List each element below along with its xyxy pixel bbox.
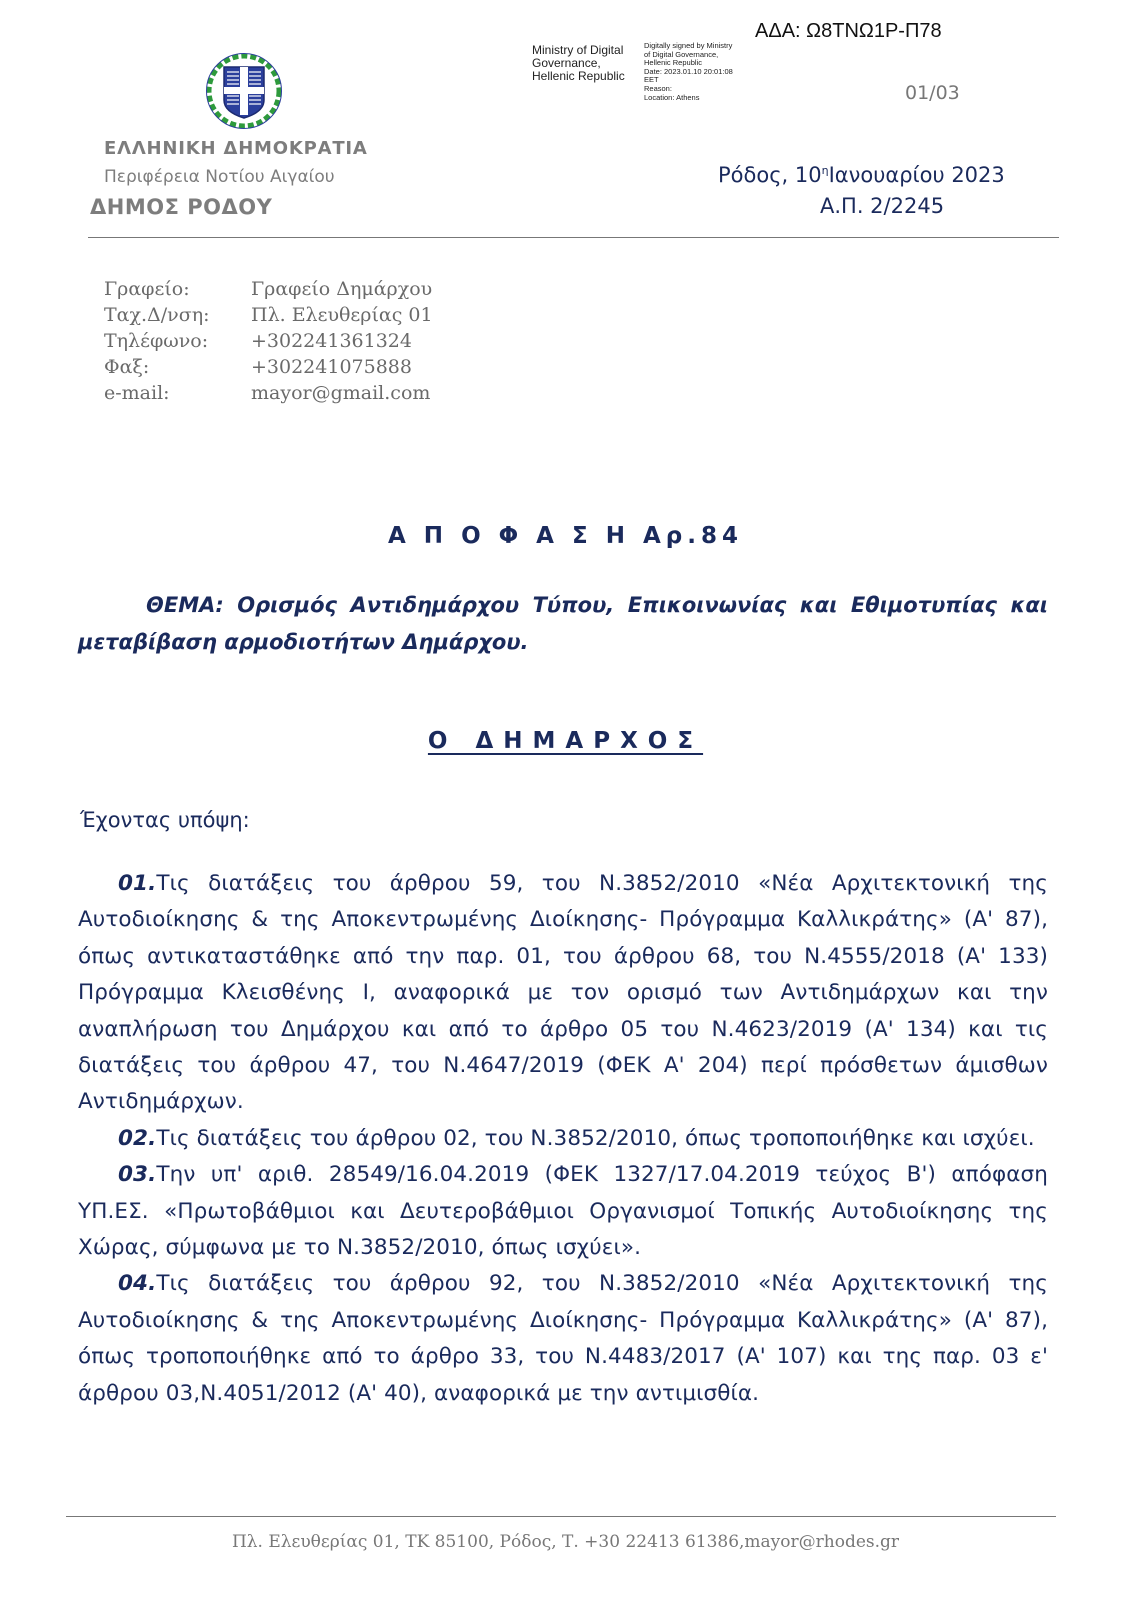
contact-row xyxy=(104,330,412,352)
consideration-item xyxy=(78,1157,1048,1266)
place-date xyxy=(718,163,1005,187)
signature-detail-line: of Digital Governance, xyxy=(644,49,719,59)
contact-label: Φαξ: xyxy=(104,356,150,378)
contact-value: Γραφείο Δημάρχου xyxy=(251,278,433,300)
considering-heading: Έχοντας υπόψη: xyxy=(80,808,250,832)
consideration-item xyxy=(78,1266,1048,1412)
footer-address: Πλ. Ελευθερίας 01, ΤΚ 85100, Ρόδος, Τ. +30 22413 61386,mayor@rhodes.gr xyxy=(231,1532,900,1552)
item-number: 04. xyxy=(118,1271,157,1297)
page-number: 01/03 xyxy=(905,82,960,104)
signature-detail-line: Location: Athens xyxy=(644,92,700,102)
protocol-number: Α.Π. 2/2245 xyxy=(820,194,945,218)
contact-value: mayor@gmail.com xyxy=(251,382,431,404)
decision-title: Α Π Ο Φ Α Σ Η Αρ.84 xyxy=(388,523,743,549)
signature-detail-line: Date: 2023.01.10 20:01:08 xyxy=(644,66,733,76)
signature-detail-line: Hellenic Republic xyxy=(644,58,702,68)
contact-value: +302241361324 xyxy=(251,330,412,352)
place-date-prefix: Ρόδος, 10 xyxy=(718,163,822,187)
contact-label: e-mail: xyxy=(104,382,170,404)
item-number: 01. xyxy=(118,871,157,896)
item-number: 02. xyxy=(118,1125,157,1151)
signature-detail-line: Reason: xyxy=(644,83,672,93)
ada-code: ΑΔΑ: Ω8ΤΝΩ1Ρ-Π78 xyxy=(755,20,942,42)
contact-value: +302241075888 xyxy=(251,356,412,378)
place-date-ordinal: η xyxy=(821,164,829,177)
decision-subject xyxy=(78,587,1048,661)
contact-label: Γραφείο: xyxy=(104,278,190,300)
consideration-item xyxy=(78,1121,1048,1157)
contact-row xyxy=(104,356,412,378)
item-text: Την υπ' αριθ. 28549/16.04.2019 (ΦΕΚ 1327/17.04.2019 τεύχος Β') απόφαση ΥΠ.ΕΣ. «Πρωτοβάθμιοι και Δευτεροβάθμιοι Οργανισμοί Τοπικής Αυτοδιοίκησης της Χώρας, σύμφωνα με το Ν.3852/2010, όπως ισχύει». xyxy=(78,1162,1048,1261)
signature-detail-line: Digitally signed by Ministry xyxy=(644,41,733,50)
contact-row xyxy=(104,304,433,326)
contact-label: Ταχ.Δ/νση: xyxy=(104,304,210,326)
contact-row xyxy=(104,278,432,300)
signature-details xyxy=(644,42,764,102)
item-text: Τις διατάξεις του άρθρου 92, του Ν.3852/2010 «Νέα Αρχιτεκτονική της Αυτοδιοίκησης & της Αποκεντρωμένης Διοίκησης- Πρόγραμμα Καλλικράτης» (Α' 87), όπως τροποποιήθηκε από το άρθρο 33, του Ν.4483/2017 (Α' 107) και της παρ. 03 ε' άρθρου 03,Ν.4051/2012 (Α' 40), αναφορικά με την αντιμισθία. xyxy=(78,1271,1048,1406)
header-divider xyxy=(88,237,1059,238)
footer-divider xyxy=(66,1516,1056,1517)
considerations-list xyxy=(78,866,1048,1412)
region-name: Περιφέρεια Νοτίου Αιγαίου xyxy=(104,167,335,187)
signature-organization: Ministry of Digital Governance, Hellenic Republic xyxy=(532,43,625,83)
coat-of-arms-icon xyxy=(203,50,285,132)
consideration-item xyxy=(78,866,1048,1121)
issuer-heading: Ο ΔΗΜΑΡΧΟΣ xyxy=(427,728,704,754)
item-text: Τις διατάξεις του άρθρου 02, του Ν.3852/2010, όπως τροποποιήθηκε και ισχύει. xyxy=(156,1125,1035,1151)
contact-value: Πλ. Ελευθερίας 01 xyxy=(251,304,433,326)
contact-label: Τηλέφωνο: xyxy=(104,330,209,352)
republic-name: ΕΛΛΗΝΙΚΗ ΔΗΜΟΚΡΑΤΙΑ xyxy=(104,138,368,159)
signature-detail-line: EET xyxy=(644,75,659,85)
contact-row xyxy=(104,382,430,404)
place-date-suffix: Ιανουαρίου 2023 xyxy=(828,163,1005,187)
item-number: 03. xyxy=(118,1162,157,1188)
subject-text: ΘΕΜΑ: Ορισμός Αντιδημάρχου Τύπου, Επικοινωνίας και Εθιμοτυπίας και μεταβίβαση αρμοδιοτήτων Δημάρχου. xyxy=(78,593,1048,654)
municipality-name: ΔΗΜΟΣ ΡΟΔΟΥ xyxy=(90,195,273,219)
item-text: Τις διατάξεις του άρθρου 59, του Ν.3852/2010 «Νέα Αρχιτεκτονική της Αυτοδιοίκησης & της Αποκεντρωμένης Διοίκησης- Πρόγραμμα Καλλικράτης» (Α' 87), όπως αντικαταστάθηκε από την παρ. 01, του άρθρου 68, του Ν.4555/2018 (Α' 133) Πρόγραμμα Κλεισθένης Ι, αναφορικά με τον ορισμό των Αντιδημάρχων και την αναπλήρωση του Δημάρχου και από το άρθρο 05 του Ν.4623/2019 (Α' 134) και τις διατάξεις του άρθρου 47, του Ν.4647/2019 (ΦΕΚ Α' 204) περί πρόσθετων άμισθων Αντιδημάρχων. xyxy=(78,871,1048,1115)
